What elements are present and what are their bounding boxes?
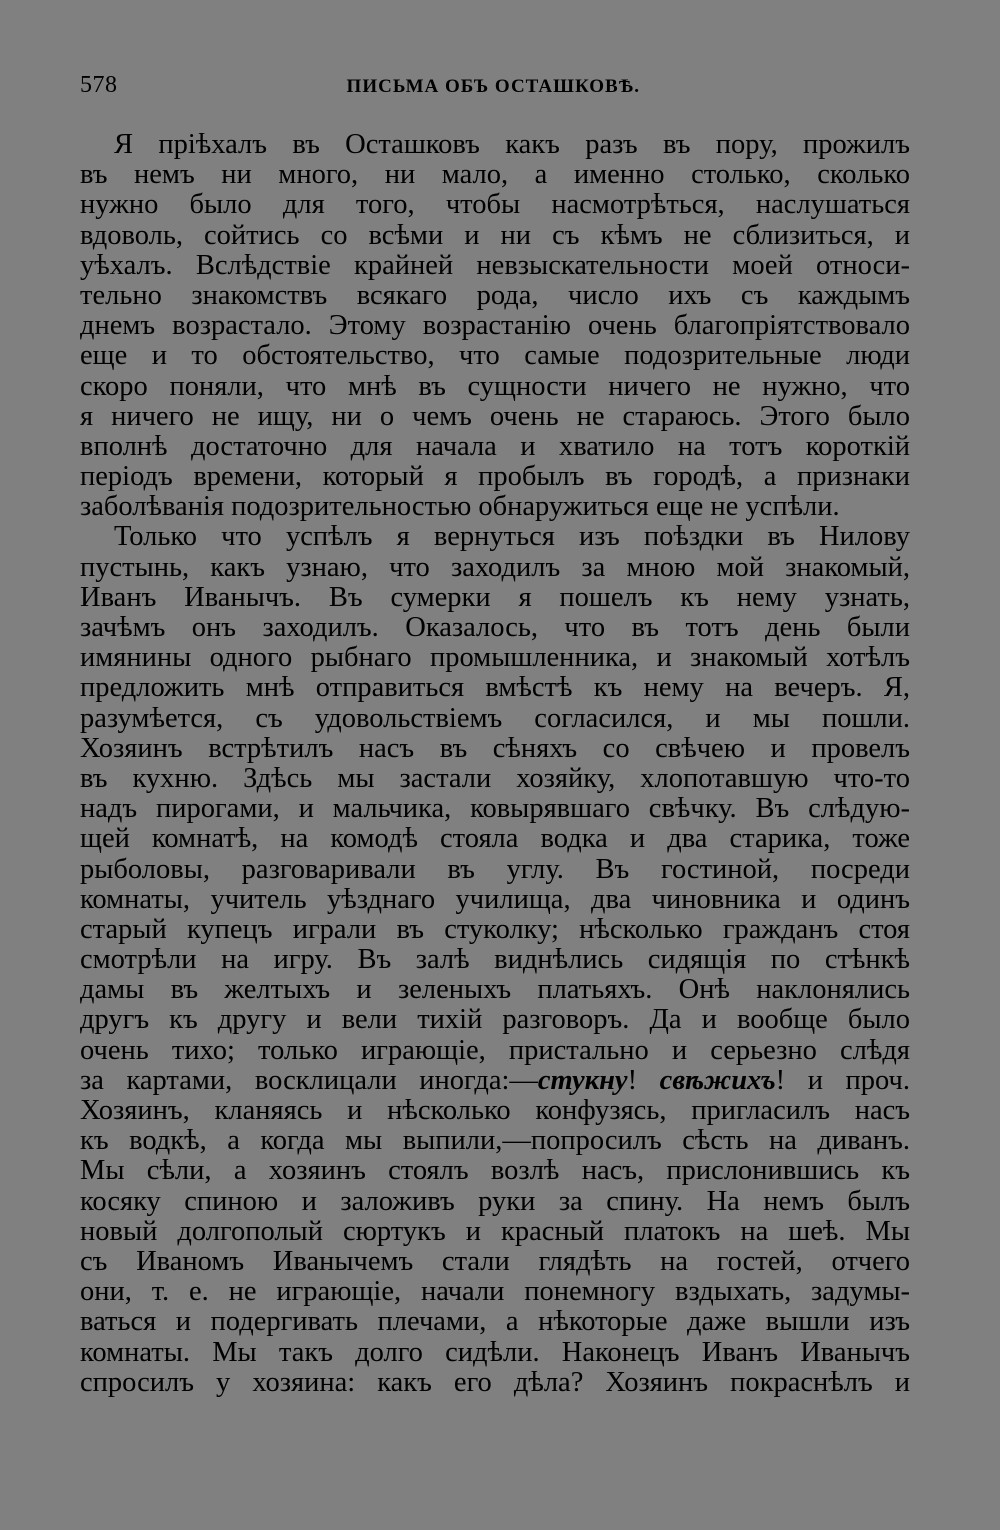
text-line: надъ пирогами, и мальчика, ковырявшаго свѣчку. Въ слѣдую- <box>80 794 910 825</box>
text-line: разумѣется, съ удовольствіемъ согласился, и мы пошли. <box>80 703 910 734</box>
text-line: рыболовы, разговаривали въ углу. Въ гостиной, посреди <box>80 854 910 885</box>
exclamation-sep: ! <box>627 1065 660 1096</box>
text-line: въ немъ ни много, ни мало, а именно столько, сколько <box>80 160 910 191</box>
text-line: спросилъ у хозяина: какъ его дѣла? Хозяинъ покраснѣлъ и <box>80 1367 910 1398</box>
text-line: комнаты. Мы такъ долго сидѣли. Наконецъ Иванъ Иванычъ <box>80 1337 910 1368</box>
text-line: зачѣмъ онъ заходилъ. Оказалось, что въ тотъ день были <box>80 613 910 643</box>
text-line: Иванъ Иванычъ. Въ сумерки я пошелъ къ нему узнать, <box>80 582 910 613</box>
paragraph <box>80 130 910 522</box>
text-line: я ничего не ищу, ни о чемъ очень не стараюсь. Этого было <box>80 401 910 432</box>
text-line: предложить мнѣ отправиться вмѣстѣ къ нему на вечеръ. Я, <box>80 673 910 704</box>
text-line: тельно знакомствъ всякаго рода, число ихъ съ каждымъ <box>80 280 910 311</box>
text-line: днемъ возрастало. Этому возрастанію очень благопріятствовало <box>80 311 910 342</box>
text-line: комнаты, учитель уѣзднаго училища, два чиновника и одинъ <box>80 884 910 915</box>
text-line: періодъ времени, который я пробылъ въ городѣ, а признаки <box>80 462 910 493</box>
text-line: ваться и подергивать плечами, а нѣкоторые даже вышли изъ <box>80 1307 910 1338</box>
page-header <box>80 72 910 112</box>
text-line-exclamation <box>80 1066 910 1096</box>
running-title: ПИСЬМА ОБЪ ОСТАШКОВѢ. <box>346 76 640 97</box>
text-line: смотрѣли на игру. Въ залѣ виднѣлись сидящія по стѣнкѣ <box>80 945 910 976</box>
text-line: щей комнатѣ, на комодѣ стояла водка и два старика, тоже <box>80 824 910 855</box>
text-line: Хозяинъ встрѣтилъ насъ въ сѣняхъ со свѣчею и провелъ <box>80 733 910 764</box>
text-line: Хозяинъ, кланяясь и нѣсколько конфузясь, пригласилъ насъ <box>80 1096 910 1126</box>
paragraph <box>80 522 910 1397</box>
text-line: въ кухню. Здѣсь мы застали хозяйку, хлопотавшую что-то <box>80 763 910 794</box>
text-line: нужно было для того, чтобы насмотрѣться, наслушаться <box>80 190 910 221</box>
text-line: къ водкѣ, а когда мы выпили,—попросилъ сѣсть на диванъ. <box>80 1126 910 1157</box>
text-line: другъ къ другу и вели тихій разговоръ. Да и вообще было <box>80 1005 910 1036</box>
exclamation-lead: за картами, восклицали иногда:— <box>80 1065 538 1096</box>
text-line: косяку спиною и заложивъ руки за спину. На немъ былъ <box>80 1186 910 1217</box>
italic-word: стукну <box>537 1065 628 1096</box>
text-line: новый долгополый сюртукъ и красный платокъ на шеѣ. Мы <box>80 1216 910 1247</box>
text-line: уѣхалъ. Вслѣдствіе крайней невзыскательности моей относи- <box>80 250 910 281</box>
text-line: Только что успѣлъ я вернуться изъ поѣздки въ Нилову <box>114 522 910 553</box>
text-line: вполнѣ достаточно для начала и хватило на тотъ короткій <box>80 431 910 462</box>
text-line: съ Иваномъ Иванычемъ стали глядѣть на гостей, отчего <box>80 1246 910 1277</box>
text-line: дамы въ желтыхъ и зеленыхъ платьяхъ. Онѣ наклонялись <box>80 975 910 1006</box>
italic-word: свѣжихъ <box>659 1065 776 1096</box>
text-line: пустынь, какъ узнаю, что заходилъ за мною мой знакомый, <box>80 552 910 583</box>
text-line: вдоволь, сойтись со всѣми и ни съ кѣмъ не сблизиться, и <box>80 220 910 251</box>
body-text <box>80 130 910 1398</box>
text-line: имянины одного рыбнаго промышленника, и знакомый хотѣлъ <box>80 643 910 674</box>
text-line: Мы сѣли, а хозяинъ стоялъ возлѣ насъ, прислонившись къ <box>80 1156 910 1187</box>
exclamation-tail: ! и проч. <box>775 1065 910 1096</box>
book-page <box>80 72 910 1398</box>
text-line: скоро поняли, что мнѣ въ сущности ничего не нужно, что <box>80 371 910 402</box>
text-line: Я пріѣхалъ въ Осташковъ какъ разъ въ пору, прожилъ <box>114 130 910 160</box>
text-line: старый купецъ играли въ стуколку; нѣсколько гражданъ стоя <box>80 914 910 945</box>
page-number: 578 <box>80 72 118 98</box>
text-line: еще и то обстоятельство, что самые подозрительные люди <box>80 341 910 372</box>
text-line: они, т. е. не играющіе, начали понемногу вздыхать, задумы- <box>80 1277 910 1308</box>
text-line: заболѣванія подозрительностью обнаружиться еще не успѣли. <box>80 492 840 523</box>
text-line: очень тихо; только играющіе, пристально и серьезно слѣдя <box>80 1035 910 1066</box>
